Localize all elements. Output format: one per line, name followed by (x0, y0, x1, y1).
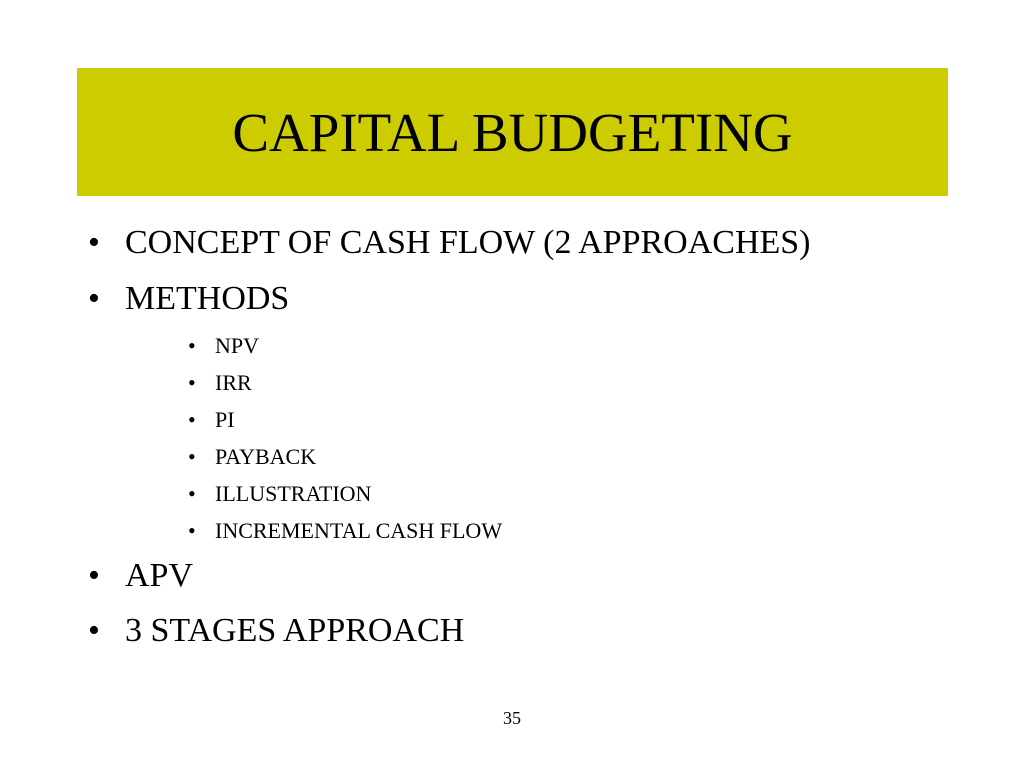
sub-bullet-text: ILLUSTRATION (215, 481, 372, 506)
sub-bullet-item-pi (188, 407, 235, 433)
bullet-icon: • (88, 280, 100, 317)
sub-bullet-item-payback (188, 444, 316, 470)
bullet-icon: • (188, 333, 196, 358)
bullet-item-concept-of-cash-flow (88, 224, 811, 262)
bullet-text: CONCEPT OF CASH FLOW (2 APPROACHES) (125, 224, 811, 261)
sub-bullet-text: INCREMENTAL CASH FLOW (215, 518, 503, 543)
slide-title: CAPITAL BUDGETING (232, 101, 793, 163)
bullet-icon: • (188, 444, 196, 469)
bullet-text: 3 STAGES APPROACH (125, 612, 465, 649)
sub-bullet-text: NPV (215, 333, 260, 358)
sub-bullet-item-illustration (188, 481, 371, 507)
bullet-icon: • (88, 557, 100, 594)
bullet-icon: • (88, 224, 100, 261)
sub-bullet-text: IRR (215, 370, 252, 395)
sub-bullet-text: PI (215, 407, 235, 432)
sub-bullet-item-incremental-cash-flow (188, 518, 502, 544)
bullet-item-apv (88, 557, 193, 595)
sub-bullet-item-npv (188, 333, 259, 359)
sub-bullet-text: PAYBACK (215, 444, 317, 469)
bullet-text: APV (125, 557, 194, 594)
sub-bullet-item-irr (188, 370, 252, 396)
bullet-text: METHODS (125, 280, 290, 317)
bullet-icon: • (188, 518, 196, 543)
bullet-icon: • (188, 407, 196, 432)
bullet-item-methods (88, 280, 289, 318)
bullet-icon: • (188, 370, 196, 395)
bullet-icon: • (188, 481, 196, 506)
page-number: 35 (503, 708, 521, 728)
bullet-icon: • (88, 612, 100, 649)
bullet-item-3-stages-approach (88, 612, 464, 650)
